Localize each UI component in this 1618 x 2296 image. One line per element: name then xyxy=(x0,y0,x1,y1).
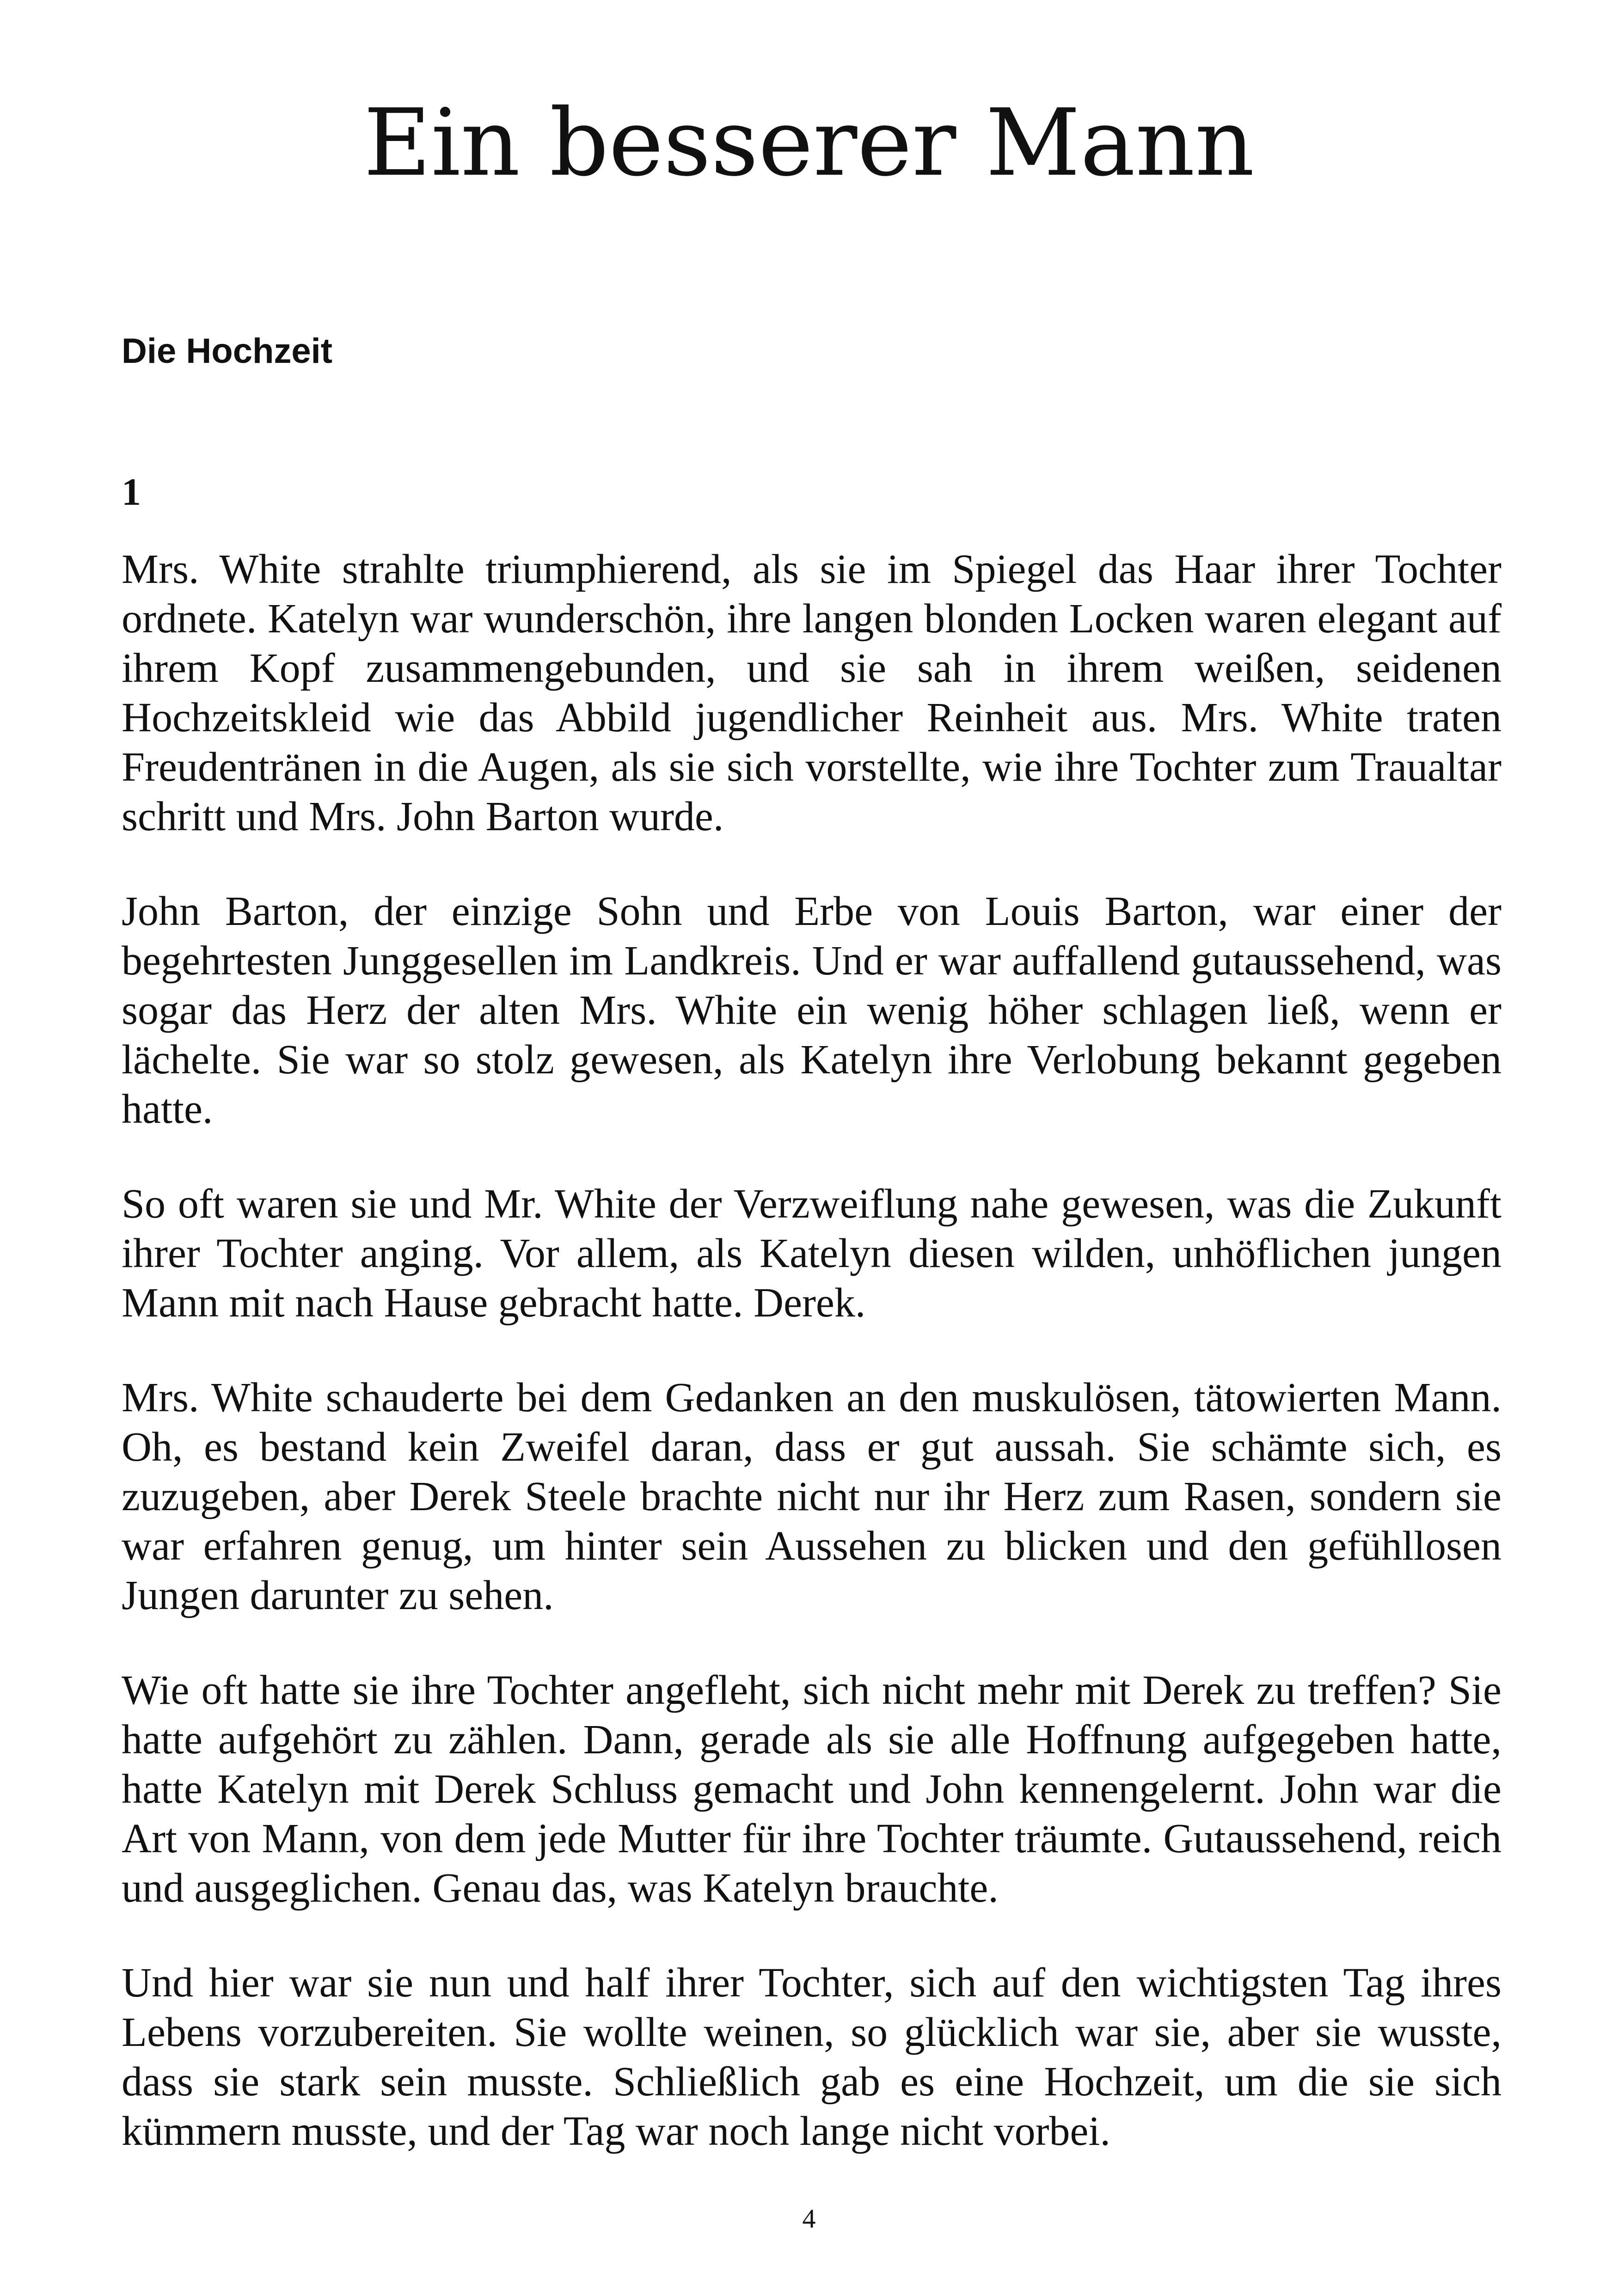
paragraph: So oft waren sie und Mr. White der Verzweiflung nahe gewesen, was die Zukunft ihrer Tochter anging. Vor allem, als Katelyn diesen wilden, unhöflichen jungen Mann mit nach Hause gebracht hatte. Derek. xyxy=(122,1181,1502,1326)
paragraph: Und hier war sie nun und half ihrer Tochter, sich auf den wichtigsten Tag ihres Lebens vorzubereiten. Sie wollte weinen, so glücklich war sie, aber sie wusste, dass sie stark sein musste. Schließlich gab es eine Hochzeit, um die sie sich kümmern musste, und der Tag war noch lange nicht vorbei. xyxy=(122,1960,1502,2154)
page-number: 4 xyxy=(802,2204,816,2234)
paragraph: Mrs. White schauderte bei dem Gedanken an den muskulösen, tätowierten Mann. Oh, es bestand kein Zweifel daran, dass er gut aussah. Sie schämte sich, es zuzugeben, aber Derek Steele brachte nicht nur ihr Herz zum Rasen, sondern sie war erfahren genug, um hinter sein Aussehen zu blicken und den gefühllosen Jungen darunter zu sehen. xyxy=(122,1375,1502,1618)
document-title: Ein besserer Mann xyxy=(363,89,1255,197)
paragraph: John Barton, der einzige Sohn und Erbe von Louis Barton, war einer der begehrtesten Junggesellen im Landkreis. Und er war auffallend gutaussehend, was sogar das Herz der alten Mrs. White ein wenig höher schlagen ließ, wenn er lächelte. Sie war so stolz gewesen, als Katelyn ihre Verlobung bekannt gegeben hatte. xyxy=(122,888,1502,1132)
paragraph: Mrs. White strahlte triumphierend, als sie im Spiegel das Haar ihrer Tochter ordnete. Katelyn war wunderschön, ihre langen blonden Locken waren elegant auf ihrem Kopf zusammengebunden, und sie sah in ihrem weißen, seidenen Hochzeitskleid wie das Abbild jugendlicher Reinheit aus. Mrs. White traten Freudentränen in die Augen, als sie sich vorstellte, wie ihre Tochter zum Traualtar schritt und Mrs. John Barton wurde. xyxy=(122,546,1502,839)
section-number: 1 xyxy=(122,471,141,514)
chapter-heading: Die Hochzeit xyxy=(122,331,333,371)
body-text xyxy=(122,545,1502,2201)
paragraph: Wie oft hatte sie ihre Tochter angefleht, sich nicht mehr mit Derek zu treffen? Sie hatte aufgehört zu zählen. Dann, gerade als sie alle Hoffnung aufgegeben hatte, hatte Katelyn mit Derek Schluss gemacht und John kennengelernt. John war die Art von Mann, von dem jede Mutter für ihre Tochter träumte. Gutaussehend, reich und ausgeglichen. Genau das, was Katelyn brauchte. xyxy=(122,1667,1502,1911)
